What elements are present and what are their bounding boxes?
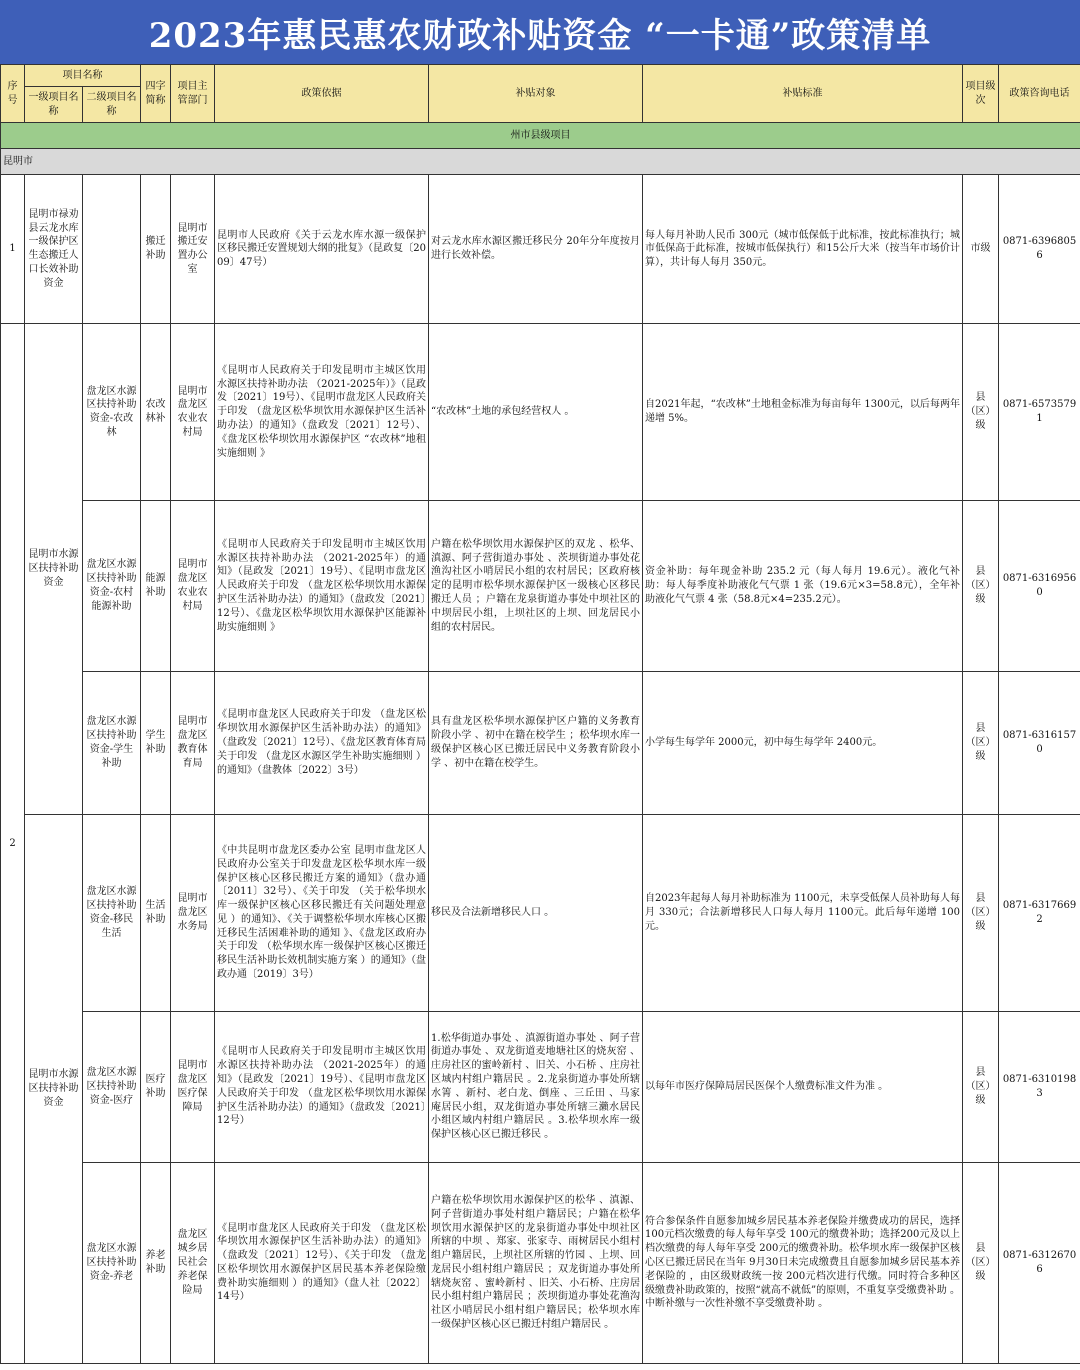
header-seq: 序号	[1, 65, 25, 123]
row-standard: 符合参保条件自愿参加城乡居民基本养老保险并缴费成功的居民，选择100元档次缴费的每人每年享受 100元的缴费补助；选择200元及以上档次缴费的每人每年享受 200元的缴费补助。松华坝水库一级保护区核心区已搬迁居民在当年 9月30日未完成缴费且自愿参加城乡居民基本养老保险的 ，由区级财政统一按 200元档次进行代缴。同时符合多种区级缴费补助政策的，按照“就高不就低”的原则，不重复享受缴费补助 。中断补缴与一次性补缴不享受缴费补助 。	[643, 1162, 963, 1363]
row-level2: 盘龙区水源区扶持补助资金-养老	[83, 1162, 141, 1363]
row-phone: 0871-63176692	[999, 814, 1080, 1011]
row-basis: 《昆明市人民政府关于印发昆明市主城区饮用水源区扶持补助办法 （2021-2025年）》（昆政发〔2021〕19号）、《昆明市盘龙区人民政府关于印发 （盘龙区松华坝饮用水源保护区生活补助办法）的通知》（盘政发〔2021〕12号）、《盘龙区松华坝饮用水源保护区 “农改林”地租实施细则 》	[215, 324, 429, 501]
row-target: 户籍在松华坝饮用水源保护区的双龙 、松华、滇源、阿子营街道办事处 、茨坝街道办事处花渔沟社区小哨居民小组的农村居民；区政府核定的昆明市松华坝水源保护区一级核心区移民搬迁人员 ；户籍在龙泉街道办事处中坝社区的中坝居民小组，上坝社区的上坝、回龙居民小组的农村居民。	[429, 501, 643, 672]
header-abbr: 四字简称	[141, 65, 171, 123]
table-row	[1, 1162, 1080, 1363]
row-level: 市级	[963, 175, 999, 324]
row-abbr: 医疗补助	[141, 1011, 171, 1162]
header-dept: 项目主管部门	[171, 65, 215, 123]
row-basis: 《昆明市人民政府关于印发昆明市主城区饮用水源区扶持补助办法 （2021-2025年）的通知》（昆政发〔2021〕19号）、《昆明市盘龙区人民政府关于印发 （盘龙区松华坝饮用水源保护区生活补助办法）的通知》（盘政发〔2021〕12号）、《盘龙区松华坝饮用水源保护区能源补助实施细则 》	[215, 501, 429, 672]
row-level: 县（区）级	[963, 814, 999, 1011]
section-title: 州市县级项目	[1, 123, 1080, 149]
row-level2: 盘龙区水源区扶持补助资金-医疗	[83, 1011, 141, 1162]
header-phone: 政策咨询电话	[999, 65, 1080, 123]
row-standard: 以每年市医疗保障局居民医保个人缴费标准文件为准 。	[643, 1011, 963, 1162]
row-level1: 昆明市水源区扶持补助资金	[25, 814, 83, 1363]
policy-table	[0, 64, 1080, 1364]
table-row	[1, 1011, 1080, 1162]
row-standard: 资金补助：每年现金补助 235.2 元（每人每月 19.6元）。液化气补助：每人每季度补助液化气气票 1 张（19.6元×3=58.8元），全年补助液化气气票 4 张（58.8元×4=235.2元）。	[643, 501, 963, 672]
table-row	[1, 672, 1080, 815]
row-basis: 《中共昆明市盘龙区委办公室 昆明市盘龙区人民政府办公室关于印发盘龙区松华坝水库一级保护区核心区移民搬迁方案的通知》（盘办通〔2011〕32号）、《关于印发 （关于松华坝水库一级保护区核心区移民搬迁有关问题处理意见 ）的通知》、《关于调整松华坝水库核心区搬迁移民生活困难补助的通知 》、《盘龙区政府办关于印发 （松华坝水库一级保护区核心区搬迁移民生活补助长效机制实施方案 ）的通知》（盘政办通〔2019〕3号）	[215, 814, 429, 1011]
row-level2: 盘龙区水源区扶持补助资金-农改林	[83, 324, 141, 501]
row-dept: 昆明市盘龙区农业农村局	[171, 501, 215, 672]
header-project-name: 项目名称	[25, 65, 141, 87]
table-row	[1, 324, 1080, 501]
row-abbr: 养老补助	[141, 1162, 171, 1363]
row-level: 县（区）级	[963, 1162, 999, 1363]
city-label: 昆明市	[1, 149, 1080, 175]
row-target: 对云龙水库水源区搬迁移民分 20年分年度按月进行长效补偿。	[429, 175, 643, 324]
row-abbr: 能源补助	[141, 501, 171, 672]
page-title: 2023年惠民惠农财政补贴资金 “一卡通”政策清单	[148, 15, 932, 56]
row-standard: 自2023年起每人每月补助标准为 1100元，未享受低保人员补助每人每月 330元；合法新增移民人口每人每月 1100元。此后每年递增 100元。	[643, 814, 963, 1011]
row-target: 1.松华街道办事处 、滇源街道办事处 、阿子营街道办事处 、双龙街道麦地塘社区的烧灰窑 、庄房社区的蜜岭新村 、旧关、小石桥 、庄房社区域内村组户籍居民 。2.龙泉街道办事处所辖水箐 、新村、老白龙、倒座 、三丘田 、马家庵居民小组，双龙街道办事处所辖三瀨水居民小组区域内村组户籍居民 。3.松华坝水库一级保护区核心区已搬迁移民 。	[429, 1011, 643, 1162]
row-level2: 盘龙区水源区扶持补助资金-移民生活	[83, 814, 141, 1011]
header-level: 项目级次	[963, 65, 999, 123]
row-phone: 0871-63126706	[999, 1162, 1080, 1363]
row-phone: 0871-63169560	[999, 501, 1080, 672]
table-row	[1, 175, 1080, 324]
row-phone: 0871-63968056	[999, 175, 1080, 324]
row-dept: 昆明市盘龙区医疗保障局	[171, 1011, 215, 1162]
header-level1: 一级项目名称	[25, 87, 83, 123]
table-row	[1, 814, 1080, 1011]
row-abbr: 搬迁补助	[141, 175, 171, 324]
row-phone: 0871-63161570	[999, 672, 1080, 815]
row-dept: 昆明市搬迁安置办公室	[171, 175, 215, 324]
row-standard: 每人每月补助人民币 300元（城市低保低于此标准，按此标准执行；城市低保高于此标准，按城市低保执行）和15公斤大米（按当年市场价计算），共计每人每月 350元。	[643, 175, 963, 324]
row-dept: 盘龙区城乡居民社会养老保险局	[171, 1162, 215, 1363]
row-level: 县（区）级	[963, 672, 999, 815]
header-standard: 补贴标准	[643, 65, 963, 123]
row-basis: 《昆明市盘龙区人民政府关于印发 （盘龙区松华坝饮用水源保护区生活补助办法）的通知》（盘政发〔2021〕12号）、《关于印发 （盘龙区松华坝饮用水源保护区居民基本养老保险缴费补助实施细则 ）的通知》（盘人社〔2022〕14号）	[215, 1162, 429, 1363]
row-standard: 自2021年起，“农改林”土地租金标准为每亩每年 1300元，以后每两年递增 5%。	[643, 324, 963, 501]
row-seq: 1	[1, 175, 25, 324]
row-level1: 昆明市水源区扶持补助资金	[25, 324, 83, 815]
row-level2: 盘龙区水源区扶持补助资金-农村能源补助	[83, 501, 141, 672]
row-abbr: 生活补助	[141, 814, 171, 1011]
row-dept: 昆明市盘龙区水务局	[171, 814, 215, 1011]
row-level: 县（区）级	[963, 324, 999, 501]
row-basis: 《昆明市盘龙区人民政府关于印发 （盘龙区松华坝饮用水源保护区生活补助办法）的通知》（盘政发〔2021〕12号）、《盘龙区教育体育局关于印发 （盘龙区水源区学生补助实施细则 ）的通知》（盘教体〔2022〕3号）	[215, 672, 429, 815]
header-basis: 政策依据	[215, 65, 429, 123]
row-dept: 昆明市盘龙区农业农村局	[171, 324, 215, 501]
row-level: 县（区）级	[963, 1011, 999, 1162]
row-abbr: 农改林补	[141, 324, 171, 501]
row-standard: 小学每生每学年 2000元，初中每生每学年 2400元。	[643, 672, 963, 815]
row-phone: 0871-63101983	[999, 1011, 1080, 1162]
row-target: 移民及合法新增移民人口 。	[429, 814, 643, 1011]
header-level2: 二级项目名称	[83, 87, 141, 123]
row-basis: 《昆明市人民政府关于印发昆明市主城区饮用水源区扶持补助办法 （2021-2025年）的通知》（昆政发〔2021〕19号）、《昆明市盘龙区人民政府关于印发 （盘龙区松华坝饮用水源保护区生活补助办法）的通知》（盘政发〔2021〕12号）	[215, 1011, 429, 1162]
row-level1: 昆明市禄劝县云龙水库一级保护区生态搬迁人口长效补助资金	[25, 175, 83, 324]
row-phone: 0871-65735791	[999, 324, 1080, 501]
table-row	[1, 501, 1080, 672]
title-bar	[0, 0, 1080, 64]
row-seq: 2	[1, 324, 25, 1364]
row-dept: 昆明市盘龙区教育体育局	[171, 672, 215, 815]
row-abbr: 学生补助	[141, 672, 171, 815]
row-level2: 盘龙区水源区扶持补助资金-学生补助	[83, 672, 141, 815]
row-target: 户籍在松华坝饮用水源保护区的松华 、滇源、阿子营街道办事处村组户籍居民；户籍在松华坝饮用水源保护区的龙泉街道办事处中坝社区所辖的中坝 、郑家、张家寺、雨树居民小组村组户籍居民，上坝社区所辖的竹园 、上坝、回龙居民小组村组户籍居民 ；双龙街道办事处所辖烧灰窑 、蜜岭新村 、旧关、小石桥、庄房居民小组村组户籍居民 ；茨坝街道办事处花渔沟社区小哨居民小组村组户籍居民；松华坝水库一级保护区核心区已搬迁村组户籍居民 。	[429, 1162, 643, 1363]
row-level: 县（区）级	[963, 501, 999, 672]
row-level2	[83, 175, 141, 324]
row-target: 具有盘龙区松华坝水源保护区户籍的义务教育阶段小学 、初中在籍在校学生 ；松华坝水库一级保护区核心区已搬迁居民中义务教育阶段小学 、初中在籍在校学生。	[429, 672, 643, 815]
header-target: 补贴对象	[429, 65, 643, 123]
row-basis: 昆明市人民政府《关于云龙水库水源一级保护区移民搬迁安置规划大纲的批复》（昆政复〔2009〕47号）	[215, 175, 429, 324]
row-target: “农改林”土地的承包经营权人 。	[429, 324, 643, 501]
